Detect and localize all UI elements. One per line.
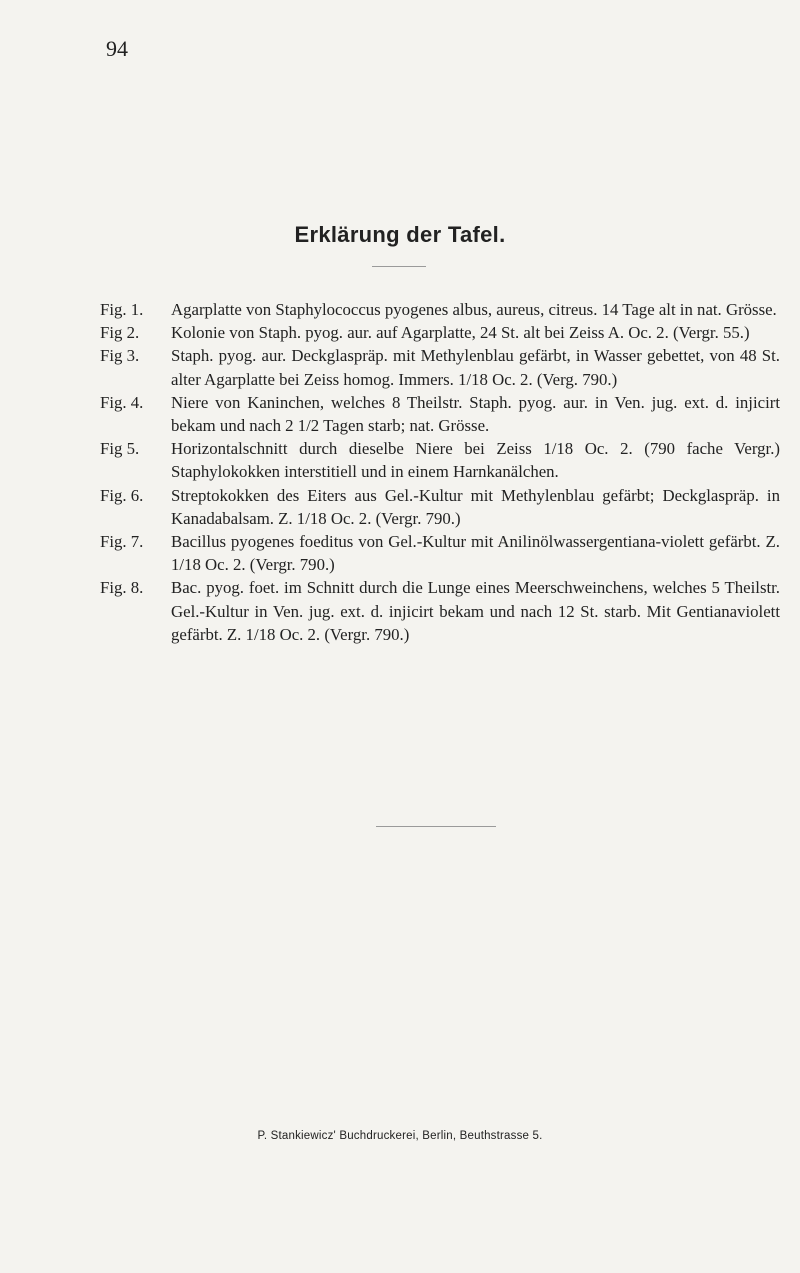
figure-entry: [100, 530, 780, 576]
figure-legend-list: [100, 298, 780, 646]
printer-imprint: P. Stankiewicz' Buchdruckerei, Berlin, Beuthstrasse 5.: [257, 1130, 543, 1142]
page-number: 94: [106, 36, 128, 61]
figure-description: Horizontalschnitt durch dieselbe Niere bei Zeiss 1/18 Oc. 2. (790 fache Vergr.) Staphylokokken interstitiell und in einem Harnkanälchen.: [171, 439, 780, 482]
figure-label: Fig. 6.: [100, 485, 144, 505]
figure-label: Fig. 7.: [100, 532, 144, 552]
figure-description: Niere von Kaninchen, welches 8 Theilstr. Staph. pyog. aur. in Ven. jug. ext. d. injicirt bekam und nach 2 1/2 Tagen starb; nat. Grösse.: [171, 392, 780, 436]
page-title: Erklärung der Tafel.: [294, 222, 506, 247]
figure-label: Fig 3.: [100, 346, 140, 366]
figure-entry: [100, 576, 780, 646]
figure-label: Fig 5.: [100, 439, 140, 459]
figure-label: Fig. 4.: [100, 392, 144, 412]
figure-description: Bac. pyog. foet. im Schnitt durch die Lunge eines Meerschweinchens, welches 5 Theilstr. Gel.-Kultur in Ven. jug. ext. d. injicirt bekam und nach 12 St. starb. Mit Gentianaviolett gefärbt. Z. 1/18 Oc. 2. (Vergr. 790.): [171, 578, 780, 644]
figure-entry: [100, 321, 780, 344]
figure-description: Streptokokken des Eiters aus Gel.-Kultur mit Methylenblau gefärbt; Deckglaspräp. in Kanadabalsam. Z. 1/18 Oc. 2. (Vergr. 790.): [171, 485, 780, 528]
figure-entry: [100, 484, 780, 530]
figure-label: Fig. 8.: [100, 578, 144, 598]
figure-label: Fig. 1.: [100, 300, 144, 319]
figure-description: Agarplatte von Staphylococcus pyogenes albus, aureus, citreus. 14 Tage alt in nat. Grösse.: [171, 300, 777, 319]
figure-entry: [100, 344, 780, 390]
figure-entry: [100, 391, 780, 437]
figure-description: Bacillus pyogenes foeditus von Gel.-Kultur mit Anilinölwassergentiana-violett gefärbt. Z. 1/18 Oc. 2. (Vergr. 790.): [171, 532, 780, 575]
figure-label: Fig 2.: [100, 323, 140, 343]
title-divider: [372, 266, 426, 267]
figure-description: Staph. pyog. aur. Deckglaspräp. mit Methylenblau gefärbt, in Wasser gebettet, von 48 St. alter Agarplatte bei Zeiss homog. Immers. 1/18 Oc. 2. (Verg. 790.): [171, 346, 780, 389]
figure-entry: [100, 437, 780, 483]
end-divider: [376, 826, 496, 827]
figure-entry: [100, 298, 780, 321]
figure-description: Kolonie von Staph. pyog. aur. auf Agarplatte, 24 St. alt bei Zeiss A. Oc. 2. (Vergr. 55.): [171, 323, 750, 343]
